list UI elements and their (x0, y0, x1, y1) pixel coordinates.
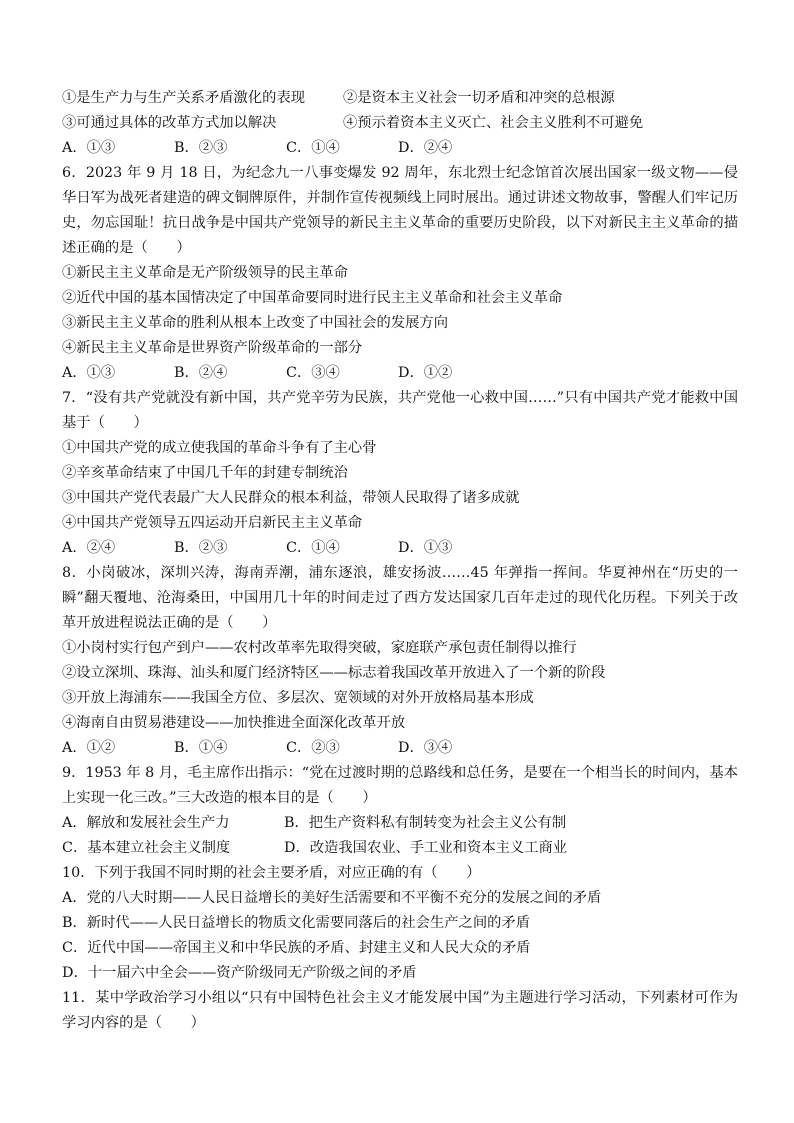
choice-c: C．②③ (286, 740, 340, 756)
choice-c: C．近代中国——帝国主义和中华民族的矛盾、封建主义和人民大众的矛盾 (62, 940, 531, 956)
choice-row (62, 536, 738, 561)
question-10 (62, 861, 738, 986)
option-4: ④预示着资本主义灭亡、社会主义胜利不可避免 (343, 115, 644, 131)
choice-c: C．基本建立社会主义制度 (62, 840, 231, 856)
choice-row (62, 736, 738, 761)
choice-d: D．②④ (398, 140, 453, 156)
choice-b: B．把生产资料私有制转变为社会主义公有制 (284, 815, 567, 831)
choice-d: D．改造我国农业、手工业和资本主义工商业 (284, 840, 568, 856)
choice-row (62, 136, 738, 161)
option-1: ①中国共产党的成立使我国的革命斗争有了主心骨 (62, 440, 377, 456)
choice-a: A．①③ (62, 365, 116, 381)
question-stem: 6．2023 年 9 月 18 日，为纪念九一八事变爆发 92 周年，东北烈士纪念馆首次展出国家一级文物——侵华日军为战死者建造的碑文铜牌原件，并制作宣传视频线上同时展出。通过讲述文物故事，警醒人们牢记历史，勿忘国耻！抗日战争是中国共产党领导的新民主主义革命的重要历史阶段，以下对新民主主义革命的描述正确的是（ ） (62, 165, 738, 256)
option-4: ④中国共产党领导五四运动开启新民主主义革命 (62, 515, 363, 531)
question-5-tail (62, 86, 738, 161)
option-row (62, 86, 738, 111)
choice-a: A．②④ (62, 540, 116, 556)
choice-d: D．①② (398, 365, 453, 381)
option-2: ②设立深圳、珠海、汕头和厦门经济特区——标志着我国改革开放进入了一个新的阶段 (62, 665, 606, 681)
question-stem: 9．1953 年 8 月，毛主席作出指示：“党在过渡时期的总路线和总任务，是要在一个相当长的时间内，基本上实现一化三改。”三大改造的根本目的是（ ） (62, 765, 738, 806)
choice-a: A．党的八大时期——人民日益增长的美好生活需要和不平衡不充分的发展之间的矛盾 (62, 890, 602, 906)
question-11 (62, 986, 738, 1036)
option-1: ①小岗村实行包产到户——农村改革率先取得突破，家庭联产承包责任制得以推行 (62, 640, 577, 656)
option-2: ②近代中国的基本国情决定了中国革命要同时进行民主主义革命和社会主义革命 (62, 290, 563, 306)
option-2: ②辛亥革命结束了中国几千年的封建专制统治 (62, 465, 348, 481)
option-3: ③中国共产党代表最广大人民群众的根本利益，带领人民取得了诸多成就 (62, 490, 520, 506)
choice-d: D．①③ (398, 540, 453, 556)
question-7 (62, 386, 738, 561)
choice-d: D．十一届六中全会——资产阶级同无产阶级之间的矛盾 (62, 965, 417, 981)
option-4: ④新民主主义革命是世界资产阶级革命的一部分 (62, 340, 363, 356)
choice-b: B．②④ (174, 365, 228, 381)
question-9 (62, 761, 738, 861)
choice-b: B．新时代——人民日益增长的物质文化需要同落后的社会生产之间的矛盾 (62, 915, 531, 931)
question-stem: 11．某中学政治学习小组以“只有中国特色社会主义才能发展中国”为主题进行学习活动，下列素材可作为学习内容的是（ ） (62, 990, 738, 1031)
choice-row (62, 811, 738, 836)
question-8 (62, 561, 738, 761)
choice-b: B．②③ (174, 540, 228, 556)
question-6 (62, 161, 738, 386)
choice-c: C．①④ (286, 140, 340, 156)
choice-row (62, 361, 738, 386)
option-1: ①新民主主义革命是无产阶级领导的民主革命 (62, 265, 348, 281)
option-1: ①是生产力与生产关系矛盾激化的表现 (62, 90, 306, 106)
choice-a: A．解放和发展社会生产力 (62, 815, 230, 831)
option-2: ②是资本主义社会一切矛盾和冲突的总根源 (343, 90, 615, 106)
choice-a: A．①③ (62, 140, 116, 156)
choice-c: C．①④ (286, 540, 340, 556)
choice-a: A．①② (62, 740, 116, 756)
choice-row (62, 836, 738, 861)
exam-page (62, 86, 738, 1036)
option-4: ④海南自由贸易港建设——加快推进全面深化改革开放 (62, 715, 406, 731)
question-stem: 7．“没有共产党就没有新中国，共产党辛劳为民族，共产党他一心救中国……”只有中国共产党才能救中国基于（ ） (62, 390, 738, 431)
choice-d: D．③④ (398, 740, 453, 756)
option-3: ③新民主主义革命的胜利从根本上改变了中国社会的发展方向 (62, 315, 449, 331)
question-stem: 8．小岗破冰，深圳兴涛，海南弄潮，浦东逐浪，雄安扬波……45 年弹指一挥间。华夏神州在“历史的一瞬”翻天覆地、沧海桑田，中国用几十年的时间走过了西方发达国家几百年走过的现代化历程。下列关于改革开放进程说法正确的是（ ） (62, 565, 738, 631)
choice-b: B．②③ (174, 140, 228, 156)
option-3: ③可通过具体的改革方式加以解决 (62, 115, 277, 131)
choice-c: C．③④ (286, 365, 340, 381)
option-row (62, 111, 738, 136)
question-stem: 10．下列于我国不同时期的社会主要矛盾，对应正确的有（ ） (62, 865, 481, 881)
option-3: ③开放上海浦东——我国全方位、多层次、宽领域的对外开放格局基本形成 (62, 690, 534, 706)
choice-b: B．①④ (174, 740, 228, 756)
